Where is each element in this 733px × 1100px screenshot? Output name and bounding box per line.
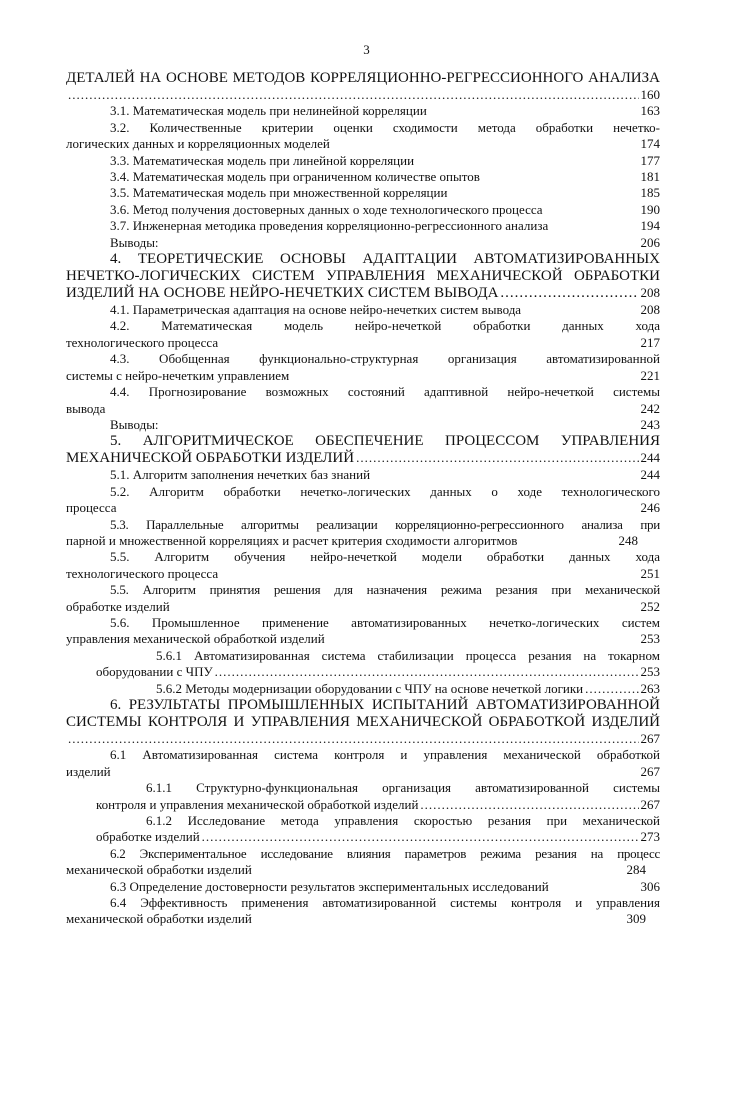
toc-leader-line [66,87,660,103]
toc-page-number: 267 [640,763,660,779]
toc-leader-line [96,829,660,845]
toc-entry-6-1 [66,747,660,780]
chapter-heading-line: 4. ТЕОРЕТИЧЕСКИЕ ОСНОВЫ АДАПТАЦИИ АВТОМАТИЗИРОВАННЫХ [110,251,660,268]
toc-entry-5-6 [66,615,660,648]
dot-leader [500,285,638,302]
toc-page-number: 253 [640,664,660,680]
toc-entry-title-line: механической обработки изделий [66,911,252,927]
toc-page-number: 309 [626,911,646,927]
toc-entry-title-line: оборудовании с ЧПУ [96,664,213,680]
toc-entry-title-line: 4.3. Обобщенная функционально-структурная организация автоматизированной [110,351,660,367]
toc-page-number: 267 [640,731,660,746]
toc-page-number: 252 [640,598,660,614]
dot-leader [68,731,639,747]
toc-entry-title-line: 6.1.2 Исследование метода управления скоростью резания при механической [146,813,660,829]
toc-entry-5-2 [66,484,660,517]
toc-entry-title: 3.3. Математическая модель при линейной корреляции [110,152,415,168]
toc-leader-line [66,731,660,747]
toc-page-number: 181 [640,169,660,185]
dot-leader [585,681,638,697]
toc-page-number: 267 [640,796,660,812]
toc-entry-3-5 [66,185,660,201]
toc-entry-title: 3.5. Математическая модель при множественной корреляции [110,185,448,201]
dot-leader [356,450,638,466]
toc-entry-5-5 [66,582,660,615]
toc-entry-title-line: системы с нейро-нечетким управлением [66,367,290,383]
toc-entry-final-line [66,368,660,384]
toc-page-number: 185 [640,185,660,201]
toc-entry-conclusions-3 [66,235,660,251]
toc-entry-6-2 [66,846,660,879]
toc-entry-title-line: контроля и управления механической обработкой изделий [96,796,419,812]
toc-page-number: 208 [640,285,660,301]
toc-entry-6-3 [66,879,660,895]
toc-entry-chapter-5 [66,433,660,467]
toc-entry-title-line: управления механической обработкой изделий [66,631,325,647]
toc-entry-3-2 [66,120,660,153]
toc-entry-title-line: процесса [66,500,117,516]
toc-page-number: 273 [640,829,660,845]
toc-entry-chapter-6 [66,697,660,747]
toc-entry-final-line [66,136,660,152]
toc-entry-title-line: 5.5. Алгоритм обучения нейро-нечеткой модели обработки данных хода [110,549,660,565]
toc-entry-5-6-2 [66,681,660,697]
toc-page-number: 194 [640,218,660,234]
toc-entry-final-line [66,631,660,647]
toc-page-number: 263 [640,680,660,696]
table-of-contents [66,70,660,928]
toc-page-number: 208 [640,302,660,318]
toc-entry-title-line: 3.2. Количественные критерии оценки сходимости метода обработки нечетко- [110,119,660,135]
toc-entry-6-1-2 [66,813,660,846]
toc-entry-3-1 [66,103,660,119]
toc-page-number: 244 [640,450,660,466]
toc-entry-title-line: изделий [66,763,111,779]
toc-entry-5-4 [66,549,660,582]
toc-page-number: 244 [640,467,660,483]
toc-entry-title-line: 5.3. Параллельные алгоритмы реализации корреляционно-регрессионного анализа при [110,516,660,532]
toc-entry-3-3 [66,153,660,169]
toc-page-number: 174 [640,136,660,152]
toc-page-number: 177 [640,152,660,168]
toc-leader-line [66,285,660,302]
toc-page-number: 206 [640,234,660,250]
toc-entry-final-line [66,566,660,582]
toc-page-number: 163 [640,103,660,119]
toc-entry-final-line [66,401,660,417]
toc-entry-conclusions-4 [66,417,660,433]
chapter-heading-line: 6. РЕЗУЛЬТАТЫ ПРОМЫШЛЕННЫХ ИСПЫТАНИЙ АВТОМАТИЗИРОВАННОЙ [110,697,660,713]
toc-page-number: 251 [640,565,660,581]
toc-leader-line [96,664,660,680]
toc-entry-title: Выводы: [110,416,159,432]
toc-entry-title-line: 6.1 Автоматизированная система контроля и управления механической обработкой [110,747,660,763]
chapter-heading-line: ИЗДЕЛИЙ НА ОСНОВЕ НЕЙРО-НЕЧЕТКИХ СИСТЕМ ВЫВОДА [66,285,499,302]
toc-entry-title-line: 4.2. Математическая модель нейро-нечеткой обработки данных хода [110,318,660,334]
toc-entry-5-6-1 [66,648,660,681]
dot-leader [215,664,639,680]
toc-entry-final-line [66,533,660,549]
toc-page-number: 253 [640,631,660,647]
chapter-heading-line: ДЕТАЛЕЙ НА ОСНОВЕ МЕТОДОВ КОРРЕЛЯЦИОННО-РЕГРЕССИОННОГО АНАЛИЗА [66,70,660,86]
page-number: 3 [363,42,370,57]
toc-entry-title-line: 5.6. Промышленное применение автоматизированных нечетко-логических систем [110,614,660,630]
toc-entry-title-line: 6.4 Эффективность применения автоматизированной системы контроля и управления [110,895,660,911]
toc-page-number: 221 [640,367,660,383]
toc-entry-3-4 [66,169,660,185]
toc-entry-final-line [66,862,660,878]
toc-entry-chapter-3-tail [66,70,660,103]
toc-entry-title-line: парной и множественной корреляциях и расчет критерия сходимости алгоритмов [66,532,518,548]
chapter-heading-line: СИСТЕМЫ КОНТРОЛЯ И УПРАВЛЕНИЯ МЕХАНИЧЕСКОЙ ОБРАБОТКОЙ ИЗДЕЛИЙ [66,714,660,730]
toc-entry-title-line: 4.4. Прогнозирование возможных состояний адаптивной нейро-нечеткой системы [110,384,660,400]
toc-entry-4-1 [66,302,660,318]
toc-entry-title: 6.3 Определение достоверности результатов экспериментальных исследований [110,878,549,894]
dot-leader [420,797,638,813]
toc-entry-title-line: технологического процесса [66,565,219,581]
toc-entry-5-1 [66,467,660,483]
toc-entry-title-line: обработке изделий [96,829,200,845]
toc-entry-title-line: 5.5. Алгоритм принятия решения для назначения режима резания при механической [110,582,660,598]
toc-entry-4-3 [66,351,660,384]
toc-entry-final-line [66,500,660,516]
toc-page-number: 217 [640,334,660,350]
toc-entry-title: 3.7. Инженерная методика проведения корреляционно-регрессионного анализа [110,218,549,234]
toc-entry-6-1-1 [66,780,660,813]
toc-entry-final-line [66,911,660,927]
toc-entry-4-2 [66,318,660,351]
toc-entry-title: Выводы: [110,234,159,250]
toc-leader-line [96,797,660,813]
toc-entry-title-line: вывода [66,400,106,416]
toc-entry-title-line: механической обработки изделий [66,862,252,878]
toc-page-number: 243 [640,416,660,432]
toc-entry-title: 3.1. Математическая модель при нелинейной корреляции [110,103,427,119]
toc-entry-3-7 [66,218,660,234]
toc-leader-line [66,450,660,467]
toc-entry-title-line: технологического процесса [66,334,219,350]
toc-entry-4-4 [66,384,660,417]
toc-page-number: 248 [618,532,638,548]
toc-entry-title-line: обработке изделий [66,598,170,614]
toc-entry-6-4 [66,895,660,928]
toc-entry-title-line: логических данных и корреляционных моделей [66,136,330,152]
toc-entry-title-line: 5.6.1 Автоматизированная система стабилизации процесса резания на токарном [156,647,660,663]
toc-entry-3-6 [66,202,660,218]
toc-entry-title: 5.6.2 Методы модернизации оборудовании с ЧПУ на основе нечеткой логики [156,680,584,696]
toc-entry-title: 3.6. Метод получения достоверных данных о ходе технологического процесса [110,201,543,217]
toc-entry-final-line [66,335,660,351]
dot-leader [202,829,639,845]
chapter-heading-line: НЕЧЕТКО-ЛОГИЧЕСКИХ СИСТЕМ УПРАВЛЕНИЯ МЕХАНИЧЕСКОЙ ОБРАБОТКИ [66,268,660,285]
toc-page-number: 160 [640,87,660,102]
toc-entry-title-line: 6.2 Экспериментальное исследование влияния параметров режима резания на процесс [110,845,660,861]
toc-page-number: 306 [640,878,660,894]
chapter-heading-line: МЕХАНИЧЕСКОЙ ОБРАБОТКИ ИЗДЕЛИЙ [66,450,355,467]
toc-entry-title-line: 5.2. Алгоритм обработки нечетко-логических данных о ходе технологического [110,483,660,499]
toc-entry-chapter-4 [66,251,660,302]
toc-entry-title-line: 6.1.1 Структурно-функциональная организация автоматизированной системы [146,780,660,796]
chapter-heading-line: 5. АЛГОРИТМИЧЕСКОЕ ОБЕСПЕЧЕНИЕ ПРОЦЕССОМ УПРАВЛЕНИЯ [110,433,660,450]
dot-leader [68,87,639,103]
toc-page-number: 284 [626,862,646,878]
toc-page-number: 242 [640,400,660,416]
toc-entry-5-3 [66,517,660,550]
toc-entry-title: 5.1. Алгоритм заполнения нечетких баз знаний [110,467,371,483]
toc-entry-final-line [66,599,660,615]
toc-entry-final-line [66,764,660,780]
toc-page-number: 190 [640,201,660,217]
toc-entry-title: 3.4. Математическая модель при ограниченном количестве опытов [110,169,480,185]
toc-page-number: 246 [640,500,660,516]
toc-entry-title: 4.1. Параметрическая адаптация на основе нейро-нечетких систем вывода [110,302,522,318]
